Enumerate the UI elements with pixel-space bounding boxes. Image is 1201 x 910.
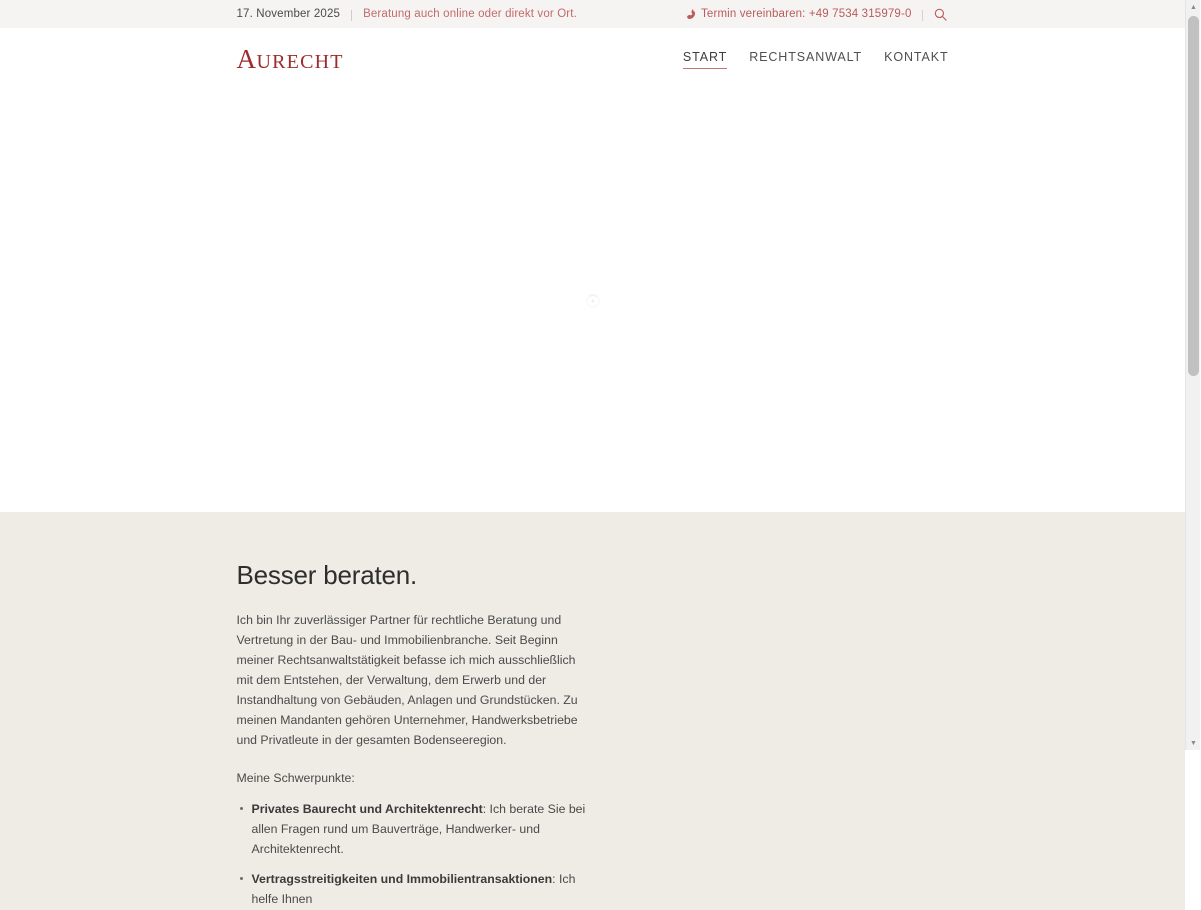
nav-item-start[interactable]: START bbox=[683, 50, 727, 69]
page-title: Besser beraten. bbox=[236, 560, 418, 590]
logo-first-letter: A bbox=[236, 43, 257, 74]
topbar-separator bbox=[351, 10, 352, 21]
site-logo[interactable] bbox=[236, 43, 344, 74]
top-utility-bar-inner bbox=[237, 0, 949, 28]
intro-paragraph: Ich bin Ihr zuverlässiger Partner für rechtliche Beratung und Vertretung in der Bau- und Immobilienbranche. Seit Beginn meiner Rechtsanwaltstätigkeit befasse ich mich ausschließlich mit dem Entstehen, der Verwaltung, dem Erwerb und der Instandhaltung von Gebäuden, Anlagen und Grundstücken. Zu meinen Mandanten gehören Unternehmer, Handwerksbetriebe und Privatleute in der gesamten Bodenseeregion. bbox=[236, 613, 578, 747]
topbar-tagline: Beratung auch online oder direkt vor Ort. bbox=[363, 8, 577, 20]
focus-list bbox=[237, 800, 949, 910]
list-item bbox=[252, 870, 600, 910]
top-bar-right-group bbox=[687, 6, 948, 22]
logo-remainder: URECHT bbox=[256, 50, 344, 73]
scrollbar[interactable] bbox=[1185, 0, 1200, 750]
focus-list-lead-in: Meine Schwerpunkte: bbox=[236, 770, 355, 785]
intro-content-wrapper bbox=[237, 560, 949, 910]
top-utility-bar bbox=[0, 0, 1185, 28]
appointment-phone-label: Termin vereinbaren: +49 7534 315979-0 bbox=[701, 8, 912, 20]
focus-item-term: Vertragsstreitigkeiten und Immobilientransaktionen bbox=[251, 871, 553, 886]
list-item bbox=[252, 800, 600, 860]
hero-banner bbox=[0, 90, 1185, 512]
top-bar-left-group bbox=[237, 8, 577, 20]
loading-spinner-center-dot bbox=[591, 300, 594, 303]
main-navigation bbox=[683, 50, 949, 69]
phone-icon bbox=[687, 9, 696, 20]
nav-item-kontakt[interactable]: KONTAKT bbox=[884, 50, 949, 64]
intro-section bbox=[0, 512, 1185, 910]
nav-item-rechtsanwalt[interactable]: RECHTSANWALT bbox=[749, 50, 863, 64]
focus-item-term: Privates Baurecht und Architektenrecht bbox=[251, 802, 483, 817]
loading-spinner-icon bbox=[586, 294, 600, 308]
site-header-inner bbox=[236, 43, 949, 74]
scrollbar-thumb[interactable] bbox=[1188, 16, 1199, 376]
scrollbar-up-arrow-icon[interactable]: ▲ bbox=[1190, 3, 1197, 11]
focus-item-description: : Ich berate Sie bei allen Fragen rund um Bauverträge, Handwerker- und Architektenrecht. bbox=[251, 802, 586, 857]
scrollbar-down-arrow-icon[interactable]: ▼ bbox=[1190, 739, 1197, 747]
focus-item-description: : Ich helfe Ihnen bbox=[251, 871, 576, 906]
appointment-phone-link[interactable] bbox=[687, 8, 911, 20]
search-icon[interactable] bbox=[933, 6, 949, 22]
site-header bbox=[0, 28, 1185, 90]
topbar-separator-2 bbox=[922, 10, 923, 21]
current-date: 17. November 2025 bbox=[236, 8, 341, 20]
